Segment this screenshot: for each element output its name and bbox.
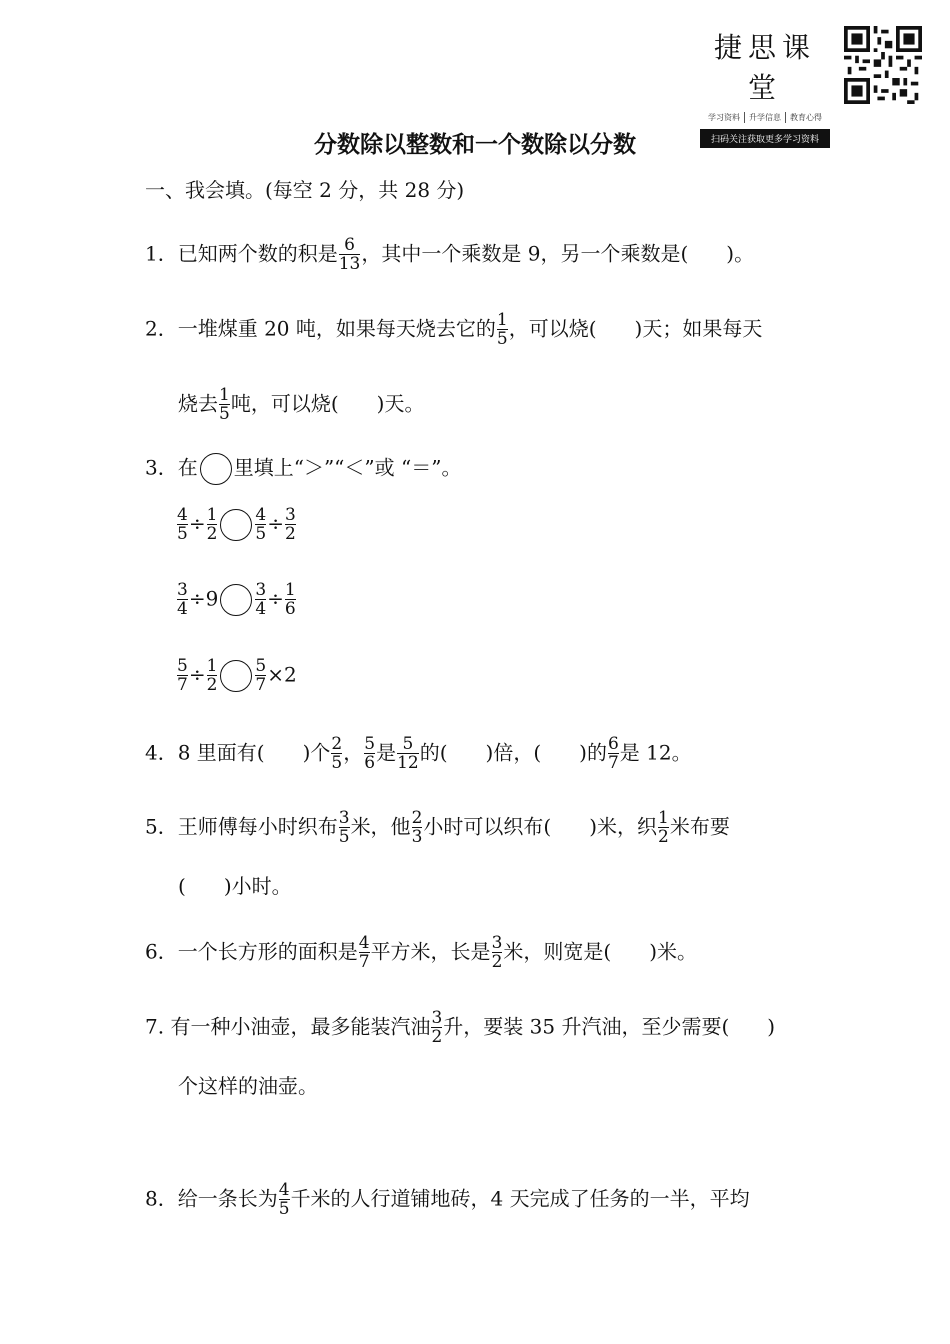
q6-text-d: )米。 — [649, 939, 698, 964]
q5-text-e: 米布要 — [669, 814, 730, 839]
compare-circle[interactable] — [220, 660, 252, 692]
brand-name: 捷思课堂 — [713, 31, 816, 104]
question-6 — [145, 935, 697, 971]
q4-text-a: 4．8 里面有( — [145, 740, 265, 765]
q5-text-a: 5．王师傅每小时织布 — [145, 814, 338, 839]
question-7-cont — [178, 1073, 318, 1099]
fraction: $\frac{1}{2}$ — [206, 656, 218, 695]
q8-text-b: 千米的人行道铺地砖，4 天完成了任务的一半，平均 — [290, 1186, 750, 1211]
fraction: $\frac{3}{2}$ — [491, 933, 503, 972]
fraction: $\frac{6}{13}$ — [338, 235, 361, 274]
q4-text-c: ， — [343, 740, 364, 765]
q2-text-a: 2．一堆煤重 20 吨，如果每天烧去它的 — [145, 316, 496, 341]
fraction: $\frac{1}{2}$ — [658, 808, 669, 847]
q1-text-b: ，其中一个乘数是 9，另一个乘数是( — [361, 241, 689, 266]
q4-text-h: 是 12。 — [619, 740, 692, 765]
brand-tag: 升学信息 — [745, 112, 786, 123]
q2-text-e: 吨，可以烧( — [230, 391, 339, 416]
fraction: $\frac{2}{3}$ — [411, 808, 423, 847]
compare-circle[interactable] — [220, 509, 252, 541]
operator: ÷ — [188, 511, 206, 536]
qr-code-icon — [844, 26, 922, 104]
question-2 — [145, 312, 762, 348]
operator: ÷ — [267, 511, 285, 536]
q2-text-d: 烧去 — [178, 391, 218, 416]
fraction: $\frac{5}{6}$ — [364, 734, 376, 773]
question-5-cont — [178, 873, 292, 899]
question-4 — [145, 736, 692, 772]
brand-tag: 教育心得 — [790, 113, 822, 122]
compare-circle[interactable] — [220, 584, 252, 616]
q7-text-c: ) — [767, 1014, 776, 1039]
q2-text-f: )天。 — [376, 391, 425, 416]
brand-tag: 学习资料 — [704, 112, 745, 123]
q2-text-b: ，可以烧( — [508, 316, 597, 341]
operator: ÷9 — [188, 586, 219, 611]
q7-text-b: 升，要装 35 升汽油，至少需要( — [443, 1014, 730, 1039]
compare-row-2 — [176, 582, 297, 618]
fraction: $\frac{6}{7}$ — [607, 734, 619, 773]
q2-text-c: )天；如果每天 — [634, 316, 763, 341]
q5-text-f: ( — [178, 874, 186, 898]
q4-text-b: )个 — [302, 740, 331, 765]
brand-bar: 扫码关注获取更多学习资料 — [700, 129, 830, 148]
question-8 — [145, 1182, 750, 1218]
fraction: $\frac{3}{4}$ — [177, 580, 188, 619]
q5-text-d: )米，织 — [589, 814, 658, 839]
q6-text-a: 6．一个长方形的面积是 — [145, 939, 358, 964]
q7-text-a: 7. 有一种小油壶，最多能装汽油 — [145, 1014, 431, 1039]
fraction: $\frac{1}{6}$ — [284, 580, 296, 619]
fraction: $\frac{4}{5}$ — [255, 505, 267, 544]
question-3 — [145, 453, 461, 485]
fraction: $\frac{4}{5}$ — [177, 505, 188, 544]
operator: ÷ — [267, 586, 284, 611]
compare-row-3 — [176, 658, 297, 694]
q6-text-b: 平方米，长是 — [370, 939, 491, 964]
fraction: $\frac{3}{2}$ — [431, 1008, 443, 1047]
fraction: $\frac{1}{5}$ — [219, 385, 230, 424]
q5-text-b: 米，他 — [350, 814, 411, 839]
q3-text-a: 3．在 — [145, 455, 198, 480]
fraction: $\frac{5}{7}$ — [255, 656, 267, 695]
fraction: $\frac{1}{5}$ — [496, 310, 508, 349]
fraction: $\frac{3}{2}$ — [285, 505, 296, 544]
fraction: $\frac{5}{7}$ — [177, 656, 188, 695]
question-5 — [145, 810, 730, 846]
fraction: $\frac{2}{5}$ — [331, 734, 343, 773]
fraction: $\frac{3}{5}$ — [338, 808, 350, 847]
q1-text-a: 1．已知两个数的积是 — [145, 241, 338, 266]
q7-text-d: 个这样的油壶。 — [178, 1074, 318, 1098]
question-7 — [145, 1010, 775, 1046]
circle-icon — [200, 453, 232, 485]
fraction: $\frac{4}{5}$ — [278, 1180, 290, 1219]
q5-text-c: 小时可以织布( — [423, 814, 552, 839]
operator: ×2 — [267, 662, 297, 687]
q3-text-b: 里填上“＞”“＜”或 “＝”。 — [233, 455, 462, 480]
fraction: $\frac{3}{4}$ — [255, 580, 267, 619]
q4-text-f: )倍，( — [485, 740, 542, 765]
fraction: $\frac{4}{7}$ — [358, 933, 370, 972]
q5-text-g: )小时。 — [223, 874, 292, 898]
section-heading: 一、我会填。(每空 2 分，共 28 分) — [145, 178, 465, 202]
q4-text-e: 的( — [419, 740, 448, 765]
q8-text-a: 8．给一条长为 — [145, 1186, 278, 1211]
operator: ÷ — [188, 662, 206, 687]
q1-text-c: )。 — [726, 241, 755, 266]
q4-text-g: )的 — [579, 740, 607, 765]
fraction: $\frac{5}{12}$ — [397, 734, 419, 773]
brand-tags — [700, 112, 830, 123]
page-title: 分数除以整数和一个数除以分数 — [314, 132, 636, 158]
q4-text-d: 是 — [376, 740, 397, 765]
compare-row-1 — [176, 507, 297, 543]
question-1 — [145, 237, 754, 273]
q6-text-c: 米，则宽是( — [503, 939, 612, 964]
question-2-cont — [178, 387, 424, 423]
fraction: $\frac{1}{2}$ — [206, 505, 218, 544]
